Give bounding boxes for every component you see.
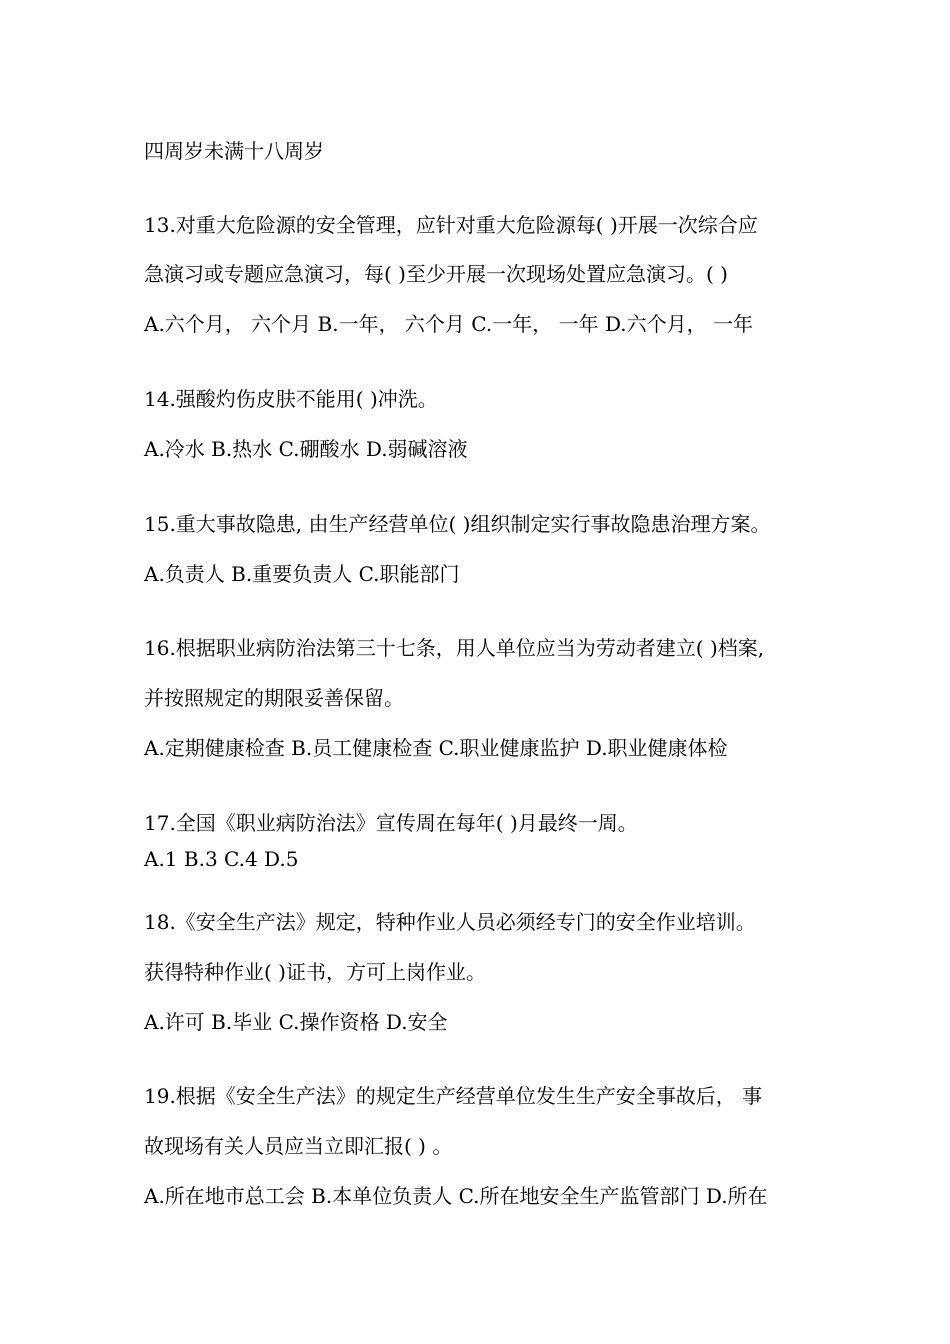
question-13-options: A.六个月， 六个月 B.一年， 六个月 C.一年， 一年 D.六个月， 一年 bbox=[144, 312, 753, 336]
question-18-text-cont: 获得特种作业( )证书，方可上岗作业。 bbox=[144, 960, 486, 984]
question-13-text-cont: 急演习或专题应急演习，每( )至少开展一次现场处置应急演习。( ) bbox=[144, 262, 728, 286]
question-19-text-cont: 故现场有关人员应当立即汇报( ) 。 bbox=[144, 1134, 453, 1158]
question-15-text: 15.重大事故隐患, 由生产经营单位( )组织制定实行事故隐患治理方案。 bbox=[144, 512, 771, 536]
question-16-text: 16.根据职业病防治法第三十七条，用人单位应当为劳动者建立( )档案, bbox=[144, 636, 765, 660]
question-18-options: A.许可 B.毕业 C.操作资格 D.安全 bbox=[144, 1010, 448, 1034]
question-13-text: 13.对重大危险源的安全管理，应针对重大危险源每( )开展一次综合应 bbox=[144, 213, 758, 237]
question-14-text: 14.强酸灼伤皮肤不能用( )冲洗。 bbox=[144, 387, 438, 411]
question-17-options: A.1 B.3 C.4 D.5 bbox=[144, 847, 299, 871]
text-line-answer-continuation: 四周岁未满十八周岁 bbox=[144, 139, 324, 163]
question-17-text: 17.全国《职业病防治法》宣传周在每年( )月最终一周。 bbox=[144, 811, 638, 835]
question-18-text: 18.《安全生产法》规定，特种作业人员必须经专门的安全作业培训。 bbox=[144, 910, 756, 934]
question-16-options: A.定期健康检查 B.员工健康检查 C.职业健康监护 D.职业健康体检 bbox=[144, 736, 728, 760]
question-19-text: 19.根据《安全生产法》的规定生产经营单位发生生产安全事故后， 事 bbox=[144, 1084, 763, 1108]
question-19-options: A.所在地市总工会 B.本单位负责人 C.所在地安全生产监管部门 D.所在 bbox=[144, 1184, 768, 1208]
question-14-options: A.冷水 B.热水 C.硼酸水 D.弱碱溶液 bbox=[144, 437, 468, 461]
question-16-text-cont: 并按照规定的期限妥善保留。 bbox=[144, 686, 404, 710]
question-15-options: A.负责人 B.重要负责人 C.职能部门 bbox=[144, 562, 460, 586]
